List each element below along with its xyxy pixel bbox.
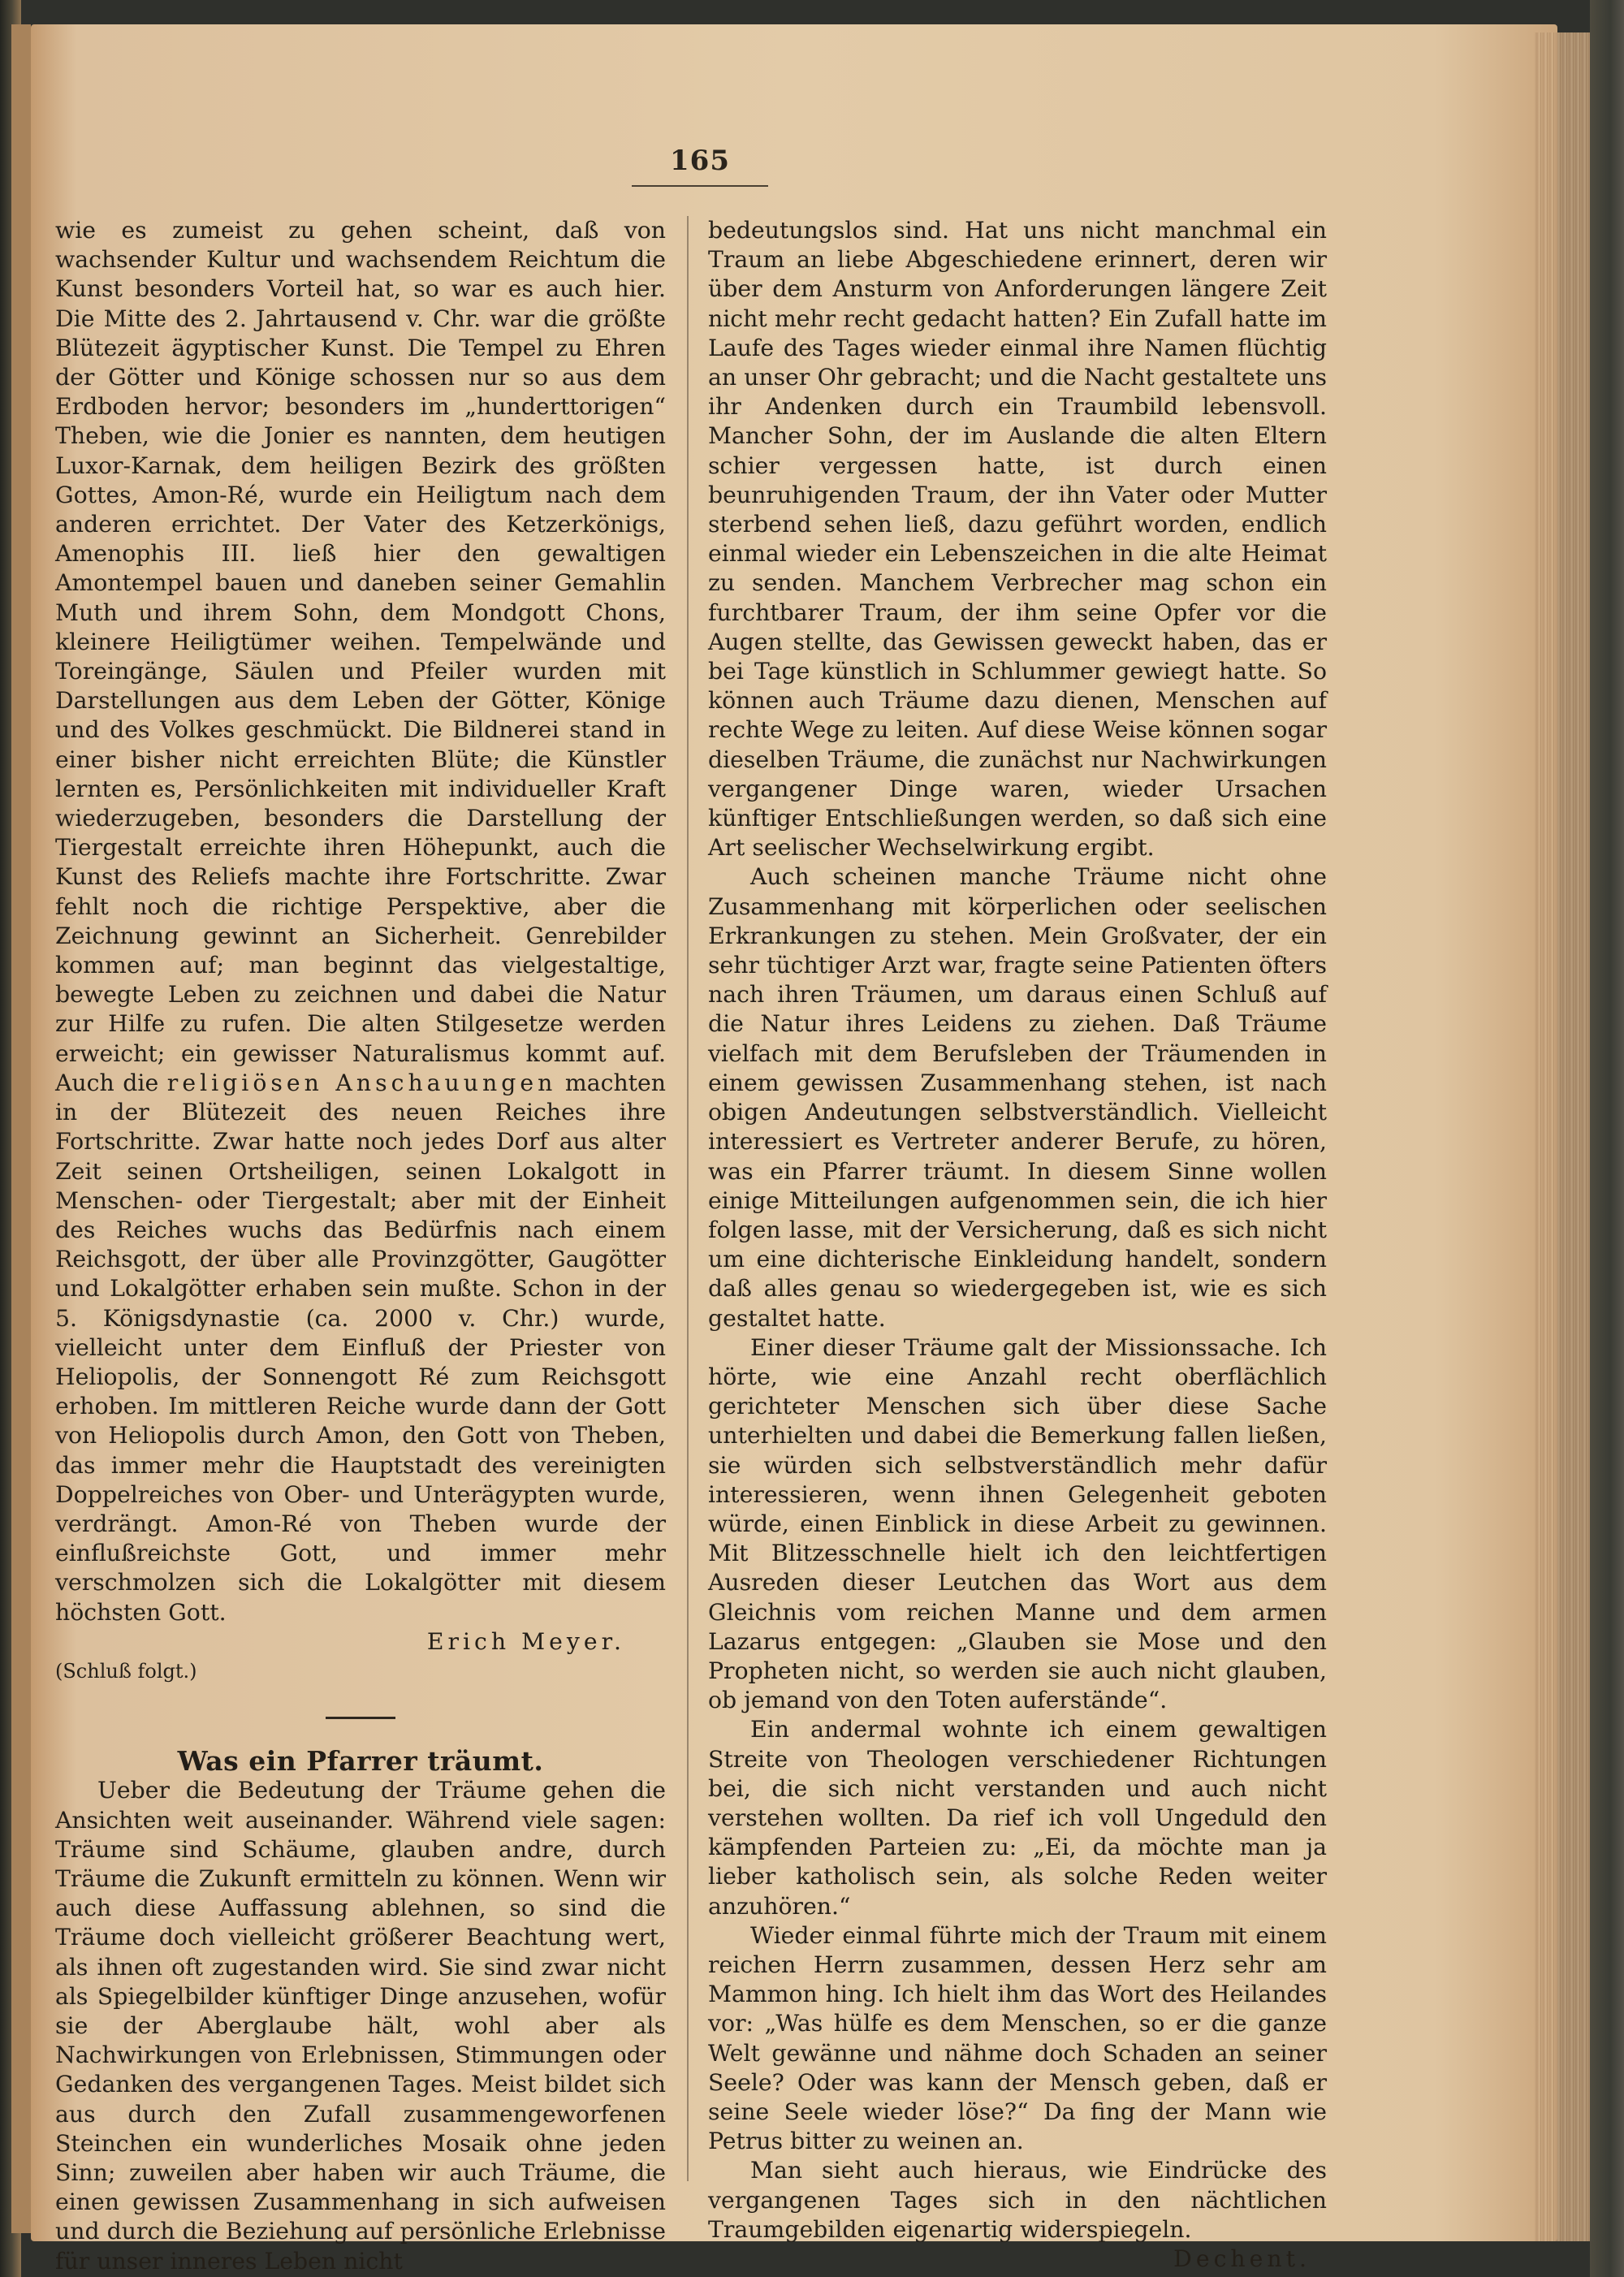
header-rule bbox=[632, 185, 768, 187]
article1-text: wie es zumeist zu gehen scheint, daß von wachsender Kultur und wachsendem Reichtum die Kunst besonders Vorteil hat, so war es auch hier. Die Mitte des 2. Jahrtausend v. Chr. war die größte Blütezeit ägyptischer Kunst. Die Tempel zu Ehren der Götter und Könige schossen nur so aus dem Erdboden hervor; besonders im „hunderttorigen“ Theben, wie die Jonier es nannten, dem heutigen Luxor-Karnak, dem heiligen Bezirk des größten Gottes, Amon-Ré, wurde ein Heiligtum nach dem anderen errichtet. Der Vater des Ketzerkönigs, Amenophis III. ließ hier den gewaltigen Amontempel bauen und daneben seiner Gemahlin Muth und ihrem Sohn, dem Mondgott Chons, kleinere Heiligtümer weihen. Tempelwände und Toreingänge, Säulen und Pfeiler wurden mit Darstellungen aus dem Leben der Götter, Könige und des Volkes geschmückt. Die Bildnerei stand in einer bisher nicht erreichten Blüte; die Künstler lernten es, Persönlichkeiten mit individueller Kraft wiederzugeben, besonders die Darstellung der Tiergestalt erreichte ihren Höhepunkt, auch die Kunst des Reliefs machte ihre Fortschritte. Zwar fehlt noch die richtige Perspektive, aber die Zeichnung gewinnt an Sicherheit. Genrebilder kommen auf; man beginnt das vielgestaltige, bewegte Leben zu zeichnen und dabei die Natur zur Hilfe zu rufen. Die alten Stilgesetze werden erweicht; ein gewisser Naturalismus kommt auf. Auch die bbox=[55, 217, 666, 1096]
religious-term: religiösen Anschauungen bbox=[166, 1069, 557, 1096]
paragraph: Ein andermal wohnte ich einem gewaltigen Streite von Theologen verschiedener Richtungen bei, die sich nicht verstanden und auch nicht verstehen wollten. Da rief ich voll Ungeduld den kämpfenden Parteien zu: „Ei, da möchte man ja lieber katholisch sein, als solche Reden weiter anzuhören.“ bbox=[708, 1716, 1327, 1920]
book-cover-edge bbox=[1590, 0, 1624, 2277]
continuation-note: (Schluß folgt.) bbox=[55, 1659, 197, 1683]
paragraph: Wieder einmal führte mich der Traum mit einem reichen Herrn zusammen, dessen Herz sehr am Mammon hing. Ich hielt ihm das Wort des Heilandes vor: „Was hülfe es dem Menschen, so er die ganze Welt gewänne und nähme doch Schaden an seiner Seele? Oder was kann der Mensch geben, daß er seine Seele wieder löse?“ Da fing der Mann wie Petrus bitter zu weinen an. bbox=[708, 1921, 1327, 2155]
previous-page-edge bbox=[11, 24, 31, 2233]
article2-paragraph: Ueber die Bedeutung der Träume gehen die Ansichten weit auseinander. Während viele sagen: Träume sind Schäume, glauben andre, durch Träume die Zukunft ermitteln zu können. Wenn wir auch diese Auffassung ablehnen, so sind die Träume doch vielleicht größerer Beachtung wert, als ihnen oft zugestanden wird. Sie sind zwar nicht als Spiegelbilder künftiger Dinge anzusehen, wofür sie der Aberglaube hält, wohl aber als Nachwirkungen von Erlebnissen, Stimmungen oder Gedanken des vergangenen Tages. Meist bildet sich aus durch den Zufall zusammengeworfenen Steinchen ein wunderliches Mosaik ohne jeden Sinn; zuweilen aber haben wir auch Träume, die einen gewissen Zusammenhang in sich aufweisen und durch die Beziehung auf persönliche Erlebnisse für unser inneres Leben nicht bbox=[55, 1777, 666, 2275]
article1-paragraph bbox=[55, 216, 666, 1627]
signature-line bbox=[708, 2245, 1327, 2274]
column-divider bbox=[687, 216, 689, 2181]
left-column bbox=[55, 216, 666, 2276]
paragraph: Auch scheinen manche Träume nicht ohne Zusammenhang mit körperlichen oder seelischen Erkrankungen zu stehen. Mein Großvater, der ein sehr tüchtiger Arzt war, fragte seine Patienten öfters nach ihren Träumen, um daraus einen Schluß auf die Natur ihres Leidens zu ziehen. Daß Träume vielfach mit dem Berufsleben der Träumenden in einem gewissen Zusammenhang stehen, ist nach obigen Andeutungen selbstverständlich. Vielleicht interessiert es Vertreter anderer Berufe, zu hören, was ein Pfarrer träumt. In diesem Sinne wollen einige Mitteilungen aufgenommen sein, die ich hier folgen lasse, mit der Versicherung, daß es sich nicht um eine dichterische Einkleidung handelt, sondern daß alles genau so wiedergegeben ist, wie es sich gestaltet hatte. bbox=[708, 863, 1327, 1332]
section-divider bbox=[326, 1717, 395, 1719]
page-number: 165 bbox=[670, 145, 730, 177]
right-column bbox=[708, 216, 1327, 2274]
paragraph: Man sieht auch hieraus, wie Eindrücke des vergangenen Tages sich in den nächtlichen Traumgebilden eigenartig widerspiegeln. bbox=[708, 2157, 1327, 2243]
article-title: Was ein Pfarrer träumt. bbox=[177, 1745, 544, 1778]
paragraph-continued: bedeutungslos sind. Hat uns nicht manchmal ein Traum an liebe Abgeschiedene erinnert, deren wir über dem Ansturm von Anforderungen längere Zeit nicht mehr recht gedacht hatten? Ein Zufall hatte im Laufe des Tages wieder einmal ihre Namen flüchtig an unser Ohr gebracht; und die Nacht gestaltete uns ihr Andenken durch ein Traumbild lebensvoll. Mancher Sohn, der im Auslande die alten Eltern schier vergessen hatte, ist durch einen beunruhigenden Traum, der ihn Vater oder Mutter sterbend sehen ließ, dazu geführt worden, endlich einmal wieder ein Lebenszeichen in die alte Heimat zu senden. Manchem Verbrecher mag schon ein furchtbarer Traum, der ihm seine Opfer vor die Augen stellte, das Gewissen geweckt haben, das er bei Tage künstlich in Schlummer gewiegt hatte. So können auch Träume dazu dienen, Menschen auf rechte Wege zu leiten. Auf diese Weise können sogar dieselben Träume, die zunächst nur Nachwirkungen vergangener Dinge waren, wieder Ursachen künftiger Entschließungen werden, so daß sich eine Art seelischer Wechselwirkung ergibt. bbox=[708, 217, 1327, 862]
article1-text-rest: machten in der Blütezeit des neuen Reiches ihre Fortschritte. Zwar hatte noch jedes Dorf aus alter Zeit seinen Ortsheiligen, seinen Lokalgott in Menschen- oder Tiergestalt; aber mit der Einheit des Reiches wuchs das Bedürfnis nach einem Reichsgott, der über alle Provinzgötter, Gaugötter und Lokalgötter erhaben sein mußte. Schon in der 5. Königsdynastie (ca. 2000 v. Chr.) wurde, vielleicht unter dem Einfluß der Priester von Heliopolis, der Sonnengott Ré zum Reichsgott erhoben. Im mittleren Reiche wurde dann der Gott von Heliopolis durch Amon, den Gott von Theben, das immer mehr die Hauptstadt des vereinigten Doppelreiches von Ober- und Unterägypten wurde, verdrängt. Amon-Ré von Theben wurde der einflußreichste Gott, und immer mehr verschmolzen sich die Lokalgötter mit diesem höchsten Gott. bbox=[55, 1069, 667, 1626]
paragraph: Einer dieser Träume galt der Missionssache. Ich hörte, wie eine Anzahl recht oberflächlich gerichteter Menschen sich über diese Sache unterhielten und dabei die Bemerkung fallen ließen, sie würden sich selbstverständlich mehr dafür interessieren, wenn ihnen Gelegenheit geboten würde, einen Einblick in diese Arbeit zu gewinnen. Mit Blitzesschnelle hielt ich den leichtfertigen Ausreden dieser Leutchen das Wort aus dem Gleichnis vom reichen Manne und dem armen Lazarus entgegen: „Glauben sie Mose und den Propheten nicht, so werden sie auch nicht glauben, ob jemand von den Toten auferstände“. bbox=[708, 1333, 1327, 1714]
signature: Dechent. bbox=[1173, 2245, 1311, 2273]
author-signature: Erich Meyer. bbox=[426, 1627, 625, 1655]
page-leaf-edges bbox=[1535, 32, 1592, 2241]
